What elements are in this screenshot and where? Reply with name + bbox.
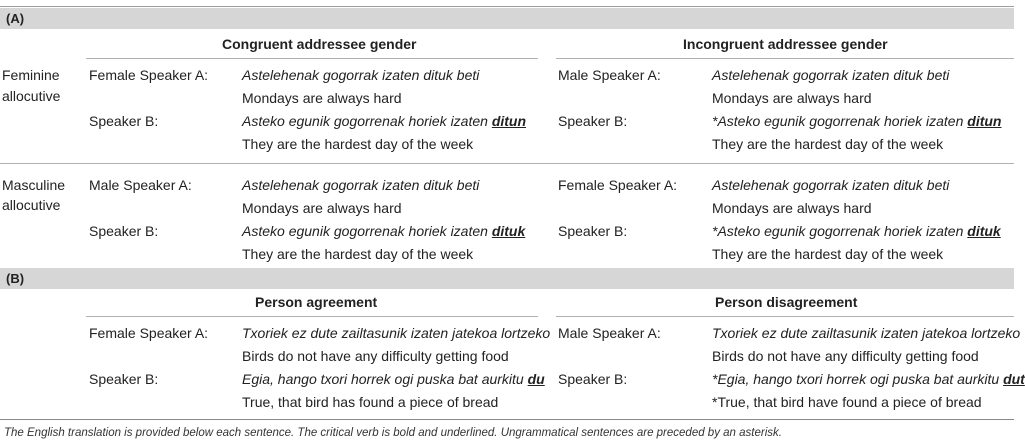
speaker-a-label: Male Speaker A: [558, 67, 661, 83]
sentence-b: Egia, hango txori horrek ogi puska bat aurkitu du [242, 371, 545, 387]
critical-verb: dituk [967, 223, 1001, 239]
row-label-masculine-2: allocutive [2, 197, 61, 213]
speaker-a-label: Female Speaker A: [558, 177, 678, 193]
header-congruent: Congruent addressee gender [222, 36, 417, 52]
footnote: The English translation is provided below each sentence. The critical verb is bold and underlined. Ungrammatical sentences are preceded by an asterisk. [4, 427, 782, 439]
header-rule-congruent [86, 58, 538, 59]
sentence-a: Txoriek ez dute zailtasunik izaten jatekoa lortzeko [242, 325, 551, 341]
section-b-label: (B) [6, 271, 25, 286]
sentence-b: *Asteko egunik gogorrenak horiek izaten ditun [712, 113, 1002, 129]
speaker-a-label: Male Speaker A: [558, 325, 661, 341]
section-a-band [0, 8, 1014, 29]
translation-b: They are the hardest day of the week [242, 136, 474, 152]
sentence-b: Asteko egunik gogorrenak horiek izaten ditun [242, 113, 527, 129]
row-label-feminine: Feminine [2, 67, 60, 83]
header-agreement: Person agreement [255, 294, 378, 310]
speaker-a-label: Female Speaker A: [89, 67, 209, 83]
speaker-b-label: Speaker B: [558, 223, 628, 239]
critical-verb: du [527, 371, 545, 387]
speaker-b-label: Speaker B: [558, 113, 628, 129]
critical-verb: dituk [491, 223, 526, 239]
translation-a: Birds do not have any difficulty getting food [712, 348, 979, 364]
sentence-a: Astelehenak gogorrak izaten dituk beti [712, 177, 950, 193]
critical-verb: dut [1003, 371, 1025, 387]
translation-a: Mondays are always hard [242, 90, 402, 106]
header-incongruent: Incongruent addressee gender [683, 36, 888, 52]
speaker-b-label: Speaker B: [89, 371, 159, 387]
header-rule-disagreement [556, 316, 1014, 317]
speaker-b-label: Speaker B: [89, 113, 159, 129]
critical-verb: ditun [967, 113, 1002, 129]
translation-a: Mondays are always hard [712, 90, 872, 106]
speaker-b-label: Speaker B: [89, 223, 159, 239]
sentence-a: Astelehenak gogorrak izaten dituk beti [242, 67, 480, 83]
header-rule-agreement [86, 316, 538, 317]
speaker-a-label: Male Speaker A: [89, 177, 192, 193]
speaker-a-label: Female Speaker A: [89, 325, 209, 341]
translation-b: They are the hardest day of the week [242, 246, 474, 262]
translation-b: They are the hardest day of the week [712, 136, 944, 152]
translation-b: *True, that bird have found a piece of bread [712, 394, 982, 410]
sentence-a: Astelehenak gogorrak izaten dituk beti [242, 177, 480, 193]
section-b-band [0, 268, 1014, 289]
row-label-masculine: Masculine [2, 177, 66, 193]
speaker-b-label: Speaker B: [558, 371, 628, 387]
top-rule [0, 6, 1014, 7]
translation-b: They are the hardest day of the week [712, 246, 944, 262]
row-label-feminine-2: allocutive [2, 88, 61, 104]
translation-a: Mondays are always hard [712, 200, 872, 216]
translation-a: Birds do not have any difficulty getting food [242, 348, 509, 364]
sentence-a: Txoriek ez dute zailtasunik izaten jatekoa lortzeko [712, 325, 1021, 341]
header-disagreement: Person disagreement [715, 294, 858, 310]
translation-a: Mondays are always hard [242, 200, 402, 216]
sentence-a: Astelehenak gogorrak izaten dituk beti [712, 67, 950, 83]
row-divider [0, 163, 1014, 164]
section-a-label: (A) [6, 11, 25, 26]
sentence-b: *Egia, hango txori horrek ogi puska bat aurkitu dut [712, 371, 1025, 387]
sentence-b: *Asteko egunik gogorrenak horiek izaten dituk [712, 223, 1001, 239]
header-rule-incongruent [556, 58, 1014, 59]
sentence-b: Asteko egunik gogorrenak horiek izaten dituk [242, 223, 526, 239]
translation-b: True, that bird has found a piece of bread [242, 394, 499, 410]
critical-verb: ditun [491, 113, 527, 129]
bottom-rule [0, 419, 1014, 420]
